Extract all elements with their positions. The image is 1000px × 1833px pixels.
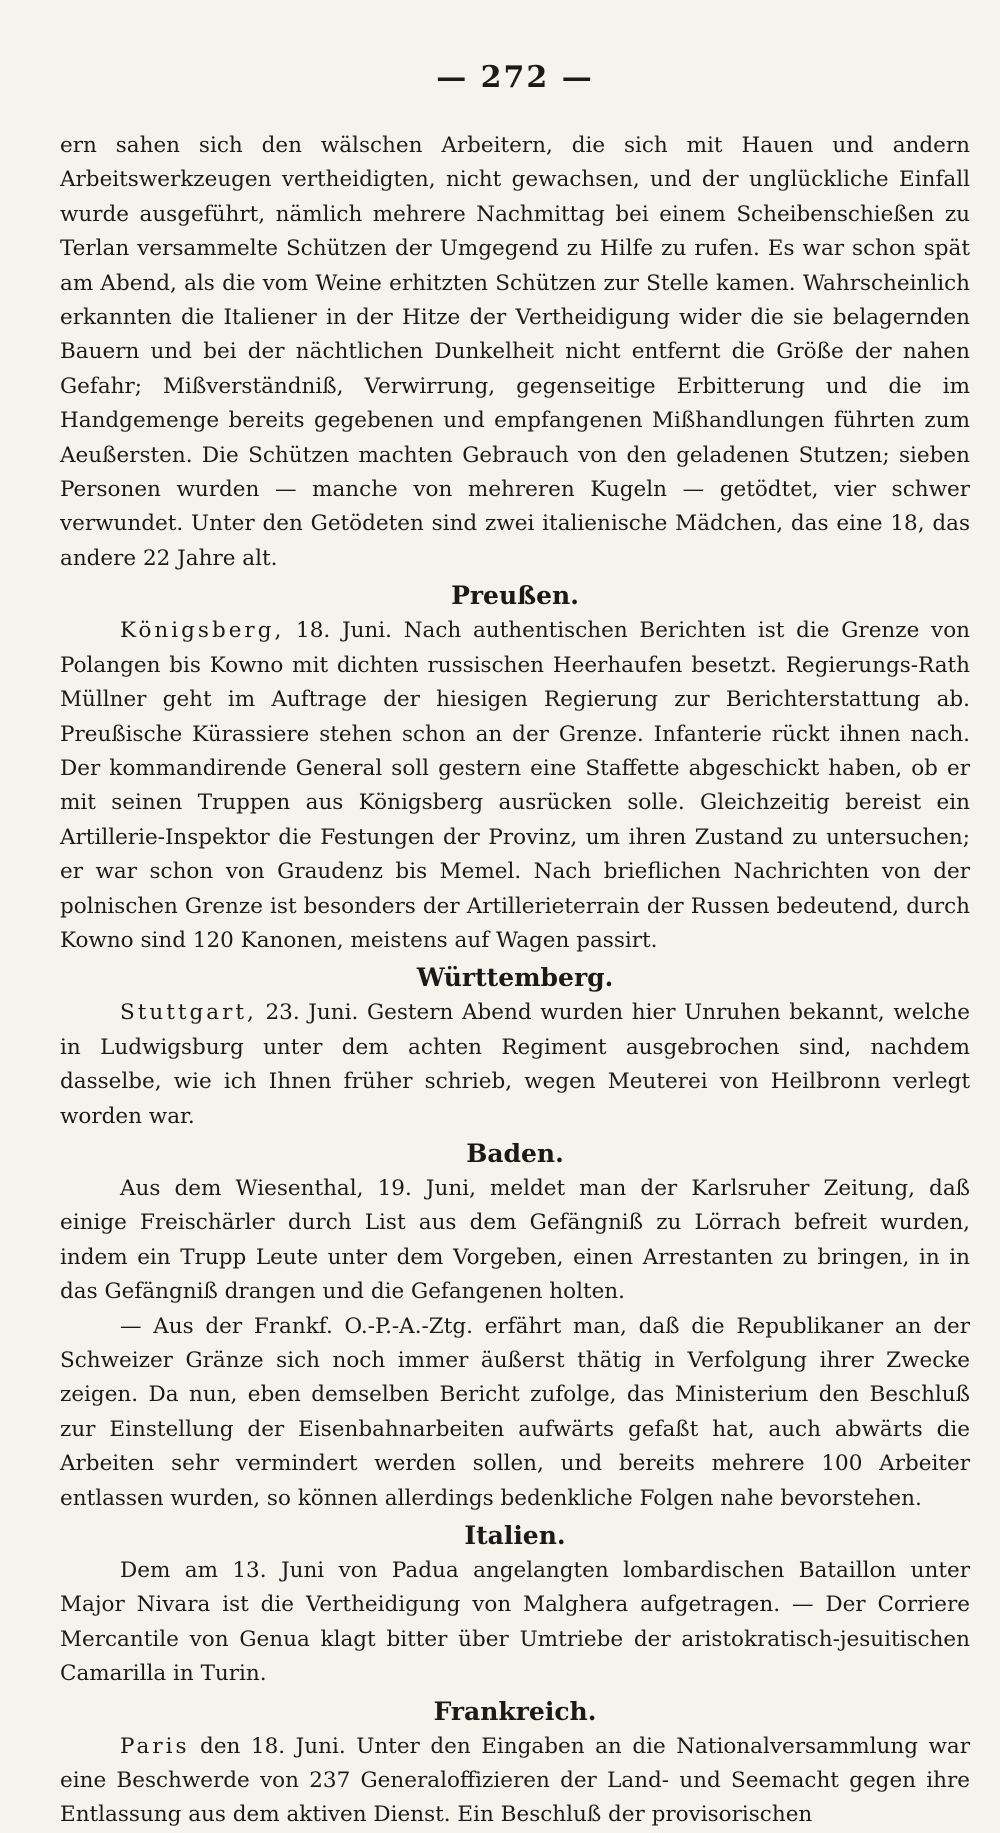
section-heading-preussen: Preußen. [451, 581, 579, 611]
article-text: 23. Juni. Gestern Abend wurden hier Unruhen bekannt, welche in Ludwigsburg unter dem achten Regiment ausgebrochen sind, nachdem dasselbe, wie ich Ihnen früher schrieb, wegen Meuterei von Heilbronn verlegt worden war. [60, 1000, 970, 1129]
article-text: den 18. Juni. Unter den Eingaben an die Nationalversammlung war eine Beschwerde von 237 Generaloffizieren der Land- und Seemacht gegen ihre Entlassung aus dem aktiven Dienst. Ein Beschluß der provisorischen [60, 1733, 970, 1828]
article-text: — Aus der Frankf. O.-P.-A.-Ztg. erfährt man, daß die Republikaner an der Schweizer Gränze sich noch immer äußerst thätig in Verfolgung ihrer Zwecke zeigen. Da nun, eben demselben Bericht zufolge, das Ministerium den Beschluß zur Einstellung der Eisenbahnarbeiten aufwärts gefaßt hat, auch abwärts die Arbeiten sehr vermindert werden sollen, und bereits mehrere 100 Arbeiter entlassen wurden, so können allerdings bedenkliche Folgen nahe bevorstehen. [60, 1313, 970, 1511]
section-heading-wuerttemberg: Württemberg. [416, 963, 614, 993]
dateline: Königsberg, [120, 618, 285, 644]
article-text: 19. Juni, meldet man der Karlsruher Zeitung, daß einige Freischärler durch List aus dem Gefängniß zu Lörrach befreit wurden, indem ein Trupp Leute unter dem Vorgeben, einen Arrestanten zu bringen, in in das Gefängniß drangen und die Gefangenen holten. [60, 1175, 971, 1305]
article-paragraph [60, 614, 970, 958]
article-text: Dem am 13. Juni von Padua angelangten lombardischen Bataillon unter Major Nivara ist die Vertheidigung von Malghera aufgetragen. — Der Corriere Mercantile von Genua klagt bitter über Umtriebe der aristokratisch-jesuitischen Camarilla in Turin. [60, 1558, 970, 1687]
article-paragraph [60, 1554, 970, 1692]
section-heading-italien: Italien. [464, 1521, 566, 1551]
page-number: — 272 — [436, 60, 594, 95]
section-heading-baden: Baden. [466, 1138, 564, 1168]
article-paragraph [60, 996, 970, 1134]
intro-paragraph: ern sahen sich den wälschen Arbeitern, die sich mit Hauen und andern Arbeitswerkzeugen vertheidigten, nicht gewachsen, und der unglückliche Einfall wurde ausgeführt, nämlich mehrere Nachmittag bei einem Scheibenschießen zu Terlan versammelte Schützen der Umgegend zu Hilfe zu rufen. Es war schon spät am Abend, als die vom Weine erhitzten Schützen zur Stelle kamen. Wahrscheinlich erkannten die Italiener in der Hitze der Vertheidigung wider die sie belagernden Bauern und bei der nächtlichen Dunkelheit nicht entfernt die Größe der nahen Gefahr; Mißverständniß, Verwirrung, gegenseitige Erbitterung und die im Handgemenge bereits gegebenen und empfangenen Mißhandlungen führten zum Aeußersten. Die Schützen machten Gebrauch von den geladenen Stutzen; sieben Personen wurden — manche von mehreren Kugeln — getödtet, vier schwer verwundet. Unter den Getödeten sind zwei italienische Mädchen, das eine 18, das andere 22 Jahre alt. [60, 133, 970, 571]
article-paragraph [60, 1310, 970, 1516]
section-heading-frankreich: Frankreich. [433, 1696, 597, 1726]
dateline: Aus dem Wiesenthal, [120, 1175, 364, 1201]
article-paragraph [60, 1172, 970, 1310]
dateline: Paris [120, 1733, 190, 1759]
article-paragraph [60, 1730, 970, 1833]
article-text: 18. Juni. Nach authentischen Berichten ist die Grenze von Polangen bis Kowno mit dichten russischen Heerhaufen besetzt. Regierungs-Rath Müllner geht im Auftrage der hiesigen Regierung zur Berichterstattung ab. Preußische Kürassiere stehen schon an der Grenze. Infanterie rückt ihnen nach. Der kommandirende General soll gestern eine Staffette abgeschickt haben, ob er mit seinen Truppen aus Königsberg ausrücken solle. Gleichzeitig bereist ein Artillerie-Inspektor die Festungen der Provinz, um ihren Zustand zu untersuchen; er war schon von Graudenz bis Memel. Nach brieflichen Nachrichten von der polnischen Grenze ist besonders der Artillerieterrain der Russen bedeutend, durch Kowno sind 120 Kanonen, meistens auf Wagen passirt. [60, 618, 970, 953]
dateline: Stuttgart, [120, 1000, 257, 1026]
